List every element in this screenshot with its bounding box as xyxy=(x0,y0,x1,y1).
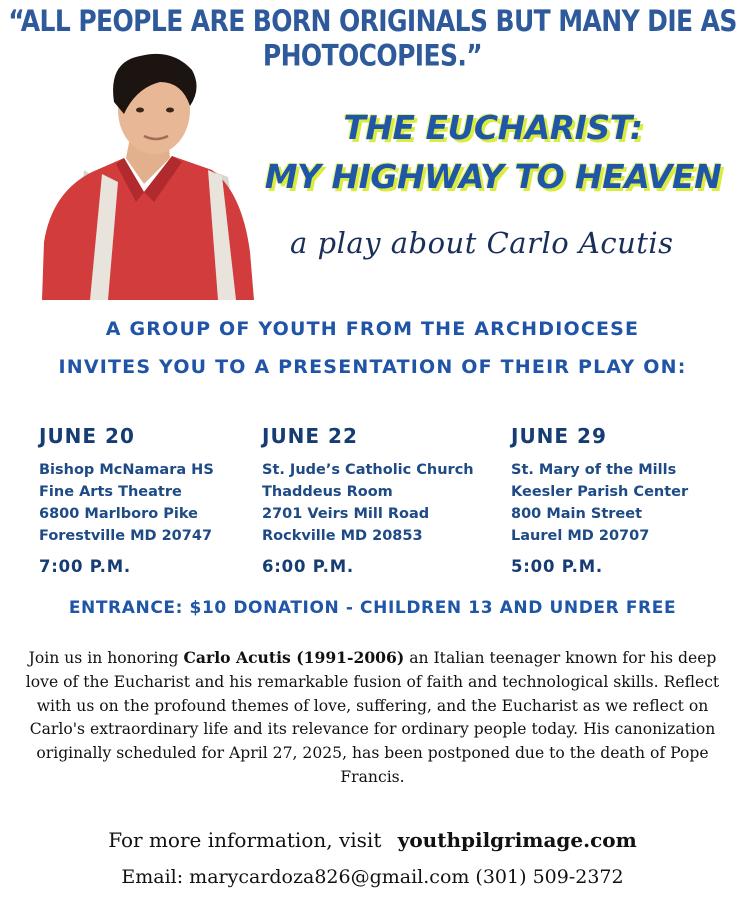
play-subtitle: a play about Carlo Acutis xyxy=(290,226,674,260)
invite-line-1: A GROUP OF YOUTH FROM THE ARCHDIOCESE xyxy=(105,318,640,340)
event-time: 5:00 P.M. xyxy=(511,557,604,576)
carlo-acutis-photo xyxy=(32,52,254,300)
event-time: 7:00 P.M. xyxy=(39,557,132,576)
event-street: 2701 Veirs Mill Road xyxy=(262,506,430,522)
entrance-fee: ENTRANCE: $10 DONATION - CHILDREN 13 AND UNDER FREE xyxy=(68,598,677,618)
event-date: JUNE 29 xyxy=(511,424,607,448)
invite-line-2: INVITES YOU TO A PRESENTATION OF THEIR PLAY ON: xyxy=(58,356,687,378)
event-city: Laurel MD 20707 xyxy=(511,528,650,544)
event-june-22 xyxy=(262,424,474,576)
event-room: Keesler Parish Center xyxy=(511,484,689,500)
event-street: 800 Main Street xyxy=(511,506,642,522)
contact-line: Email: marycardoza826@gmail.com (301) 509-2372 xyxy=(121,866,624,888)
more-info-line xyxy=(0,828,745,852)
header-quote: “ALL PEOPLE ARE BORN ORIGINALS BUT MANY DIE AS PHOTOCOPIES.” xyxy=(8,4,737,73)
event-room: Fine Arts Theatre xyxy=(39,484,182,500)
event-street: 6800 Marlboro Pike xyxy=(39,506,198,522)
description-name: Carlo Acutis (1991-2006) xyxy=(183,648,405,667)
event-city: Rockville MD 20853 xyxy=(262,528,423,544)
event-city: Forestville MD 20747 xyxy=(39,528,213,544)
event-time: 6:00 P.M. xyxy=(262,557,355,576)
play-title-line-1: THE EUCHARIST: xyxy=(343,108,643,147)
description-paragraph xyxy=(24,646,721,790)
play-title-line-2: MY HIGHWAY TO HEAVEN xyxy=(264,157,722,196)
event-venue: St. Jude’s Catholic Church xyxy=(262,462,474,478)
event-june-20 xyxy=(39,424,214,576)
event-date: JUNE 22 xyxy=(262,424,358,448)
description-rest: an Italian teenager known for his deep love of the Eucharist and his remarkable fusion of faith and technological skills. Reflect with us on the profound themes of love, suffering, and the Eucharist as we reflect on Carlo's extraordinary life and its relevance for ordinary people today. His canonization originally scheduled for April 27, 2025, has been postponed due to the death of Pope Francis. xyxy=(25,649,720,786)
description-intro: Join us in honoring xyxy=(28,649,184,667)
event-june-29 xyxy=(511,424,688,576)
more-info-label: For more information, visit xyxy=(108,828,382,852)
event-venue: Bishop McNamara HS xyxy=(39,462,214,478)
event-date: JUNE 20 xyxy=(39,424,135,448)
event-venue: St. Mary of the Mills xyxy=(511,462,677,478)
event-room: Thaddeus Room xyxy=(262,484,393,500)
website-link[interactable]: youthpilgrimage.com xyxy=(397,828,637,852)
